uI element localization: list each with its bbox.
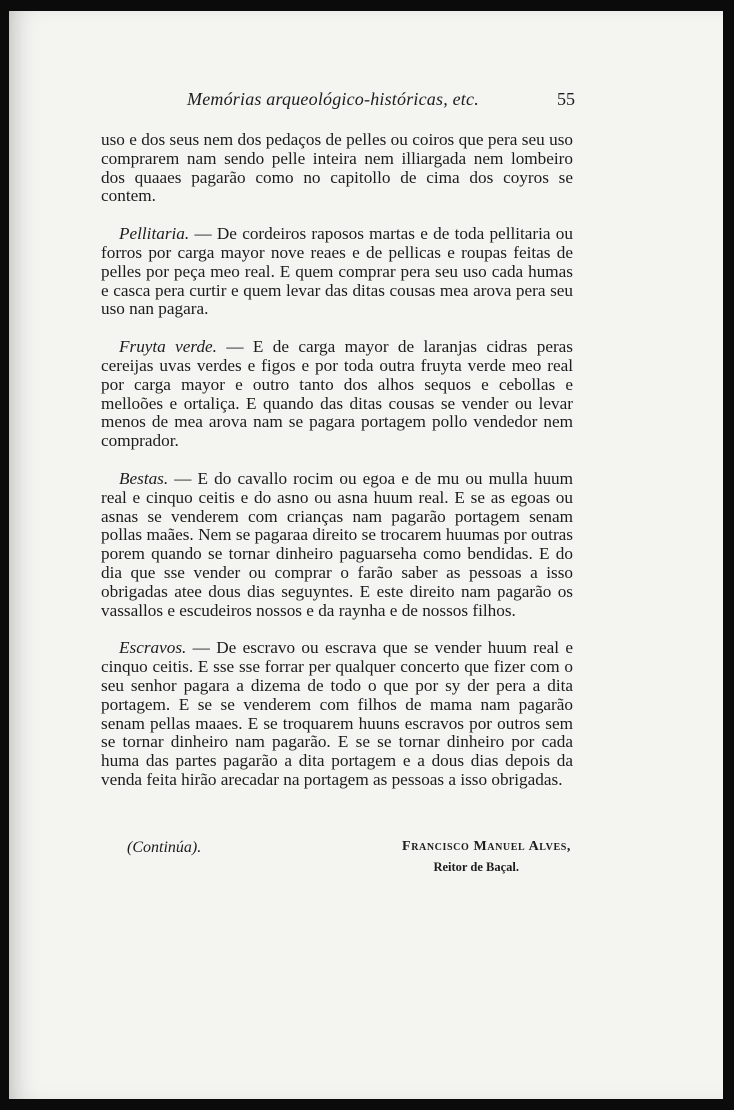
paragraph <box>101 131 573 206</box>
paragraph-text: — De escravo ou escrava que se vender huum real e cinquo ceitis. E sse sse forrar per qualquer concerto que fizer com o seu senhor pagara a dizema de todo o que por sy der pera a dita portagem. E se se venderem com filhos de mama nam pagarão senam pellas maaes. E se troquarem huuns escravos por outros sem se tornar dinheiro nam pagarão. E se se tornar dinheiro por cada huma das partes pagarão a dita portagem e a dous dias depois da venda feita hirão arecadar na portagem as pessoas a isso obrigadas. <box>101 638 573 789</box>
author-name: Francisco Manuel Alves, <box>402 839 571 854</box>
running-header <box>187 89 587 113</box>
book-page <box>9 11 723 1099</box>
paragraph <box>101 225 573 319</box>
paragraph <box>101 470 573 620</box>
continued-note: (Continúa). <box>127 839 202 856</box>
section-heading: Fruyta verde. <box>119 337 217 357</box>
paragraph-text: — E de carga mayor de laranjas cidras peras cereijas uvas verdes e figos e por toda outra fruyta verde meo real por carga mayor e outro tanto dos alhos sequos e cebollas e melloões e ortaliça. E quando das ditas cousas se vender ou levar menos de mea arova nam se pagara portagem pollo vendedor nem comprador. <box>101 337 573 451</box>
paragraph-text: uso e dos seus nem dos pedaços de pelles ou coiros que pera seu uso comprarem nam sendo pelle inteira nem illiargada nem lombeiro dos quaaes pagarão como no capitollo de cima dos coyros se contem. <box>101 130 573 206</box>
paragraph-text: — E do cavallo rocim ou egoa e de mu ou mulla huum real e cinquo ceitis e do asno ou asna huum real. E se as egoas ou asnas se venderem com crianças nam pagarão portagem senam pollas maães. Nem se pagaraa direito se trocarem huumas por outras porem quando se tornar dinheiro paguarseha como bendidas. E do dia que sse vender ou comprar o farão saber as pessoas a isso obrigadas atee dous dias seguyntes. E este direito nam pagarão os vassallos e escudeiros nossos e da raynha e de nossos filhos. <box>101 468 573 620</box>
paragraph <box>101 639 573 789</box>
running-title: Memórias arqueológico-históricas, etc. <box>187 89 479 109</box>
paragraph <box>101 338 573 451</box>
section-heading: Pellitaria. <box>119 224 190 244</box>
author-role: Reitor de Baçal. <box>433 860 519 874</box>
paragraph-text: — De cordeiros raposos martas e de toda pellitaria ou forros por carga mayor nove reaes e de pellicas e roupas feitas de pelles por peça meo real. E quem comprar pera seu uso cada humas e casca pera curtir e quem levar das ditas cousas mea arova pera seu uso nan pagara. <box>101 224 573 319</box>
section-heading: Bestas. <box>119 468 169 488</box>
body-text <box>101 131 573 809</box>
page-number: 55 <box>557 89 575 109</box>
signature-block <box>121 839 571 879</box>
section-heading: Escravos. <box>119 638 187 658</box>
